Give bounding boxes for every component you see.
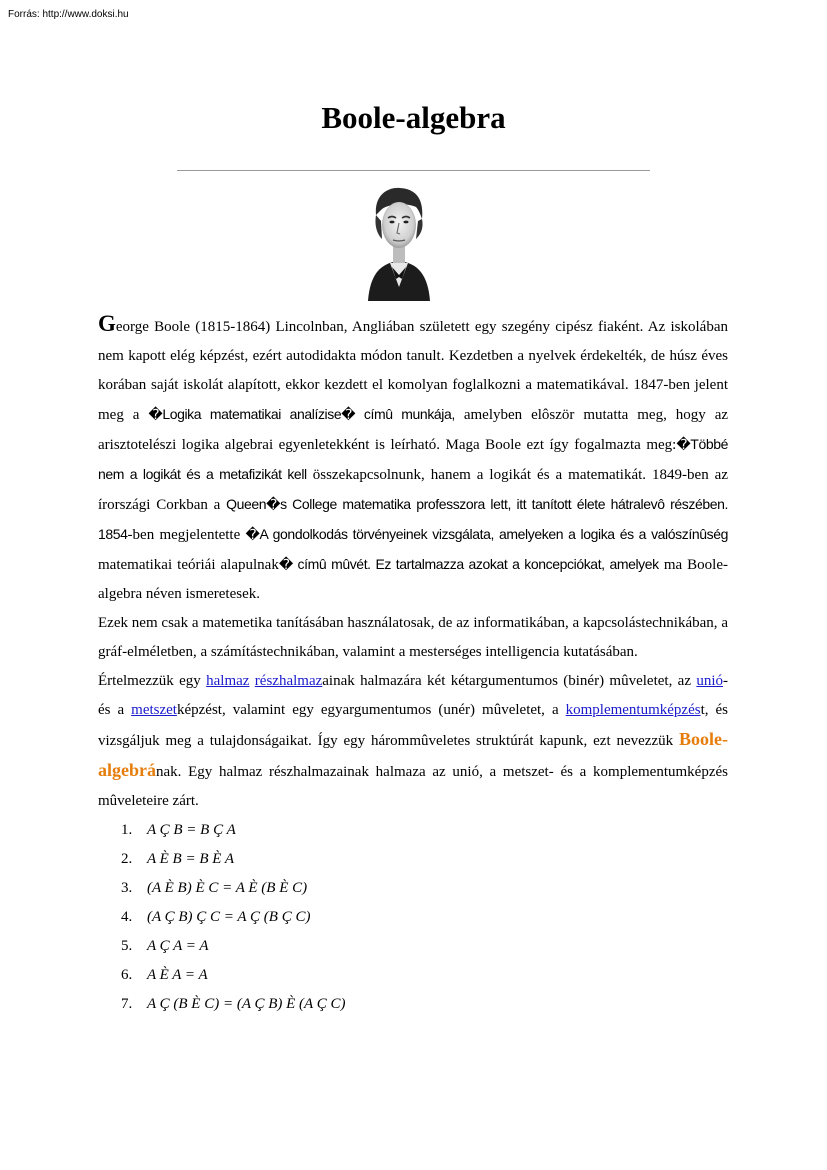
applications-paragraph: Ezek nem csak a matemetika tanításában használatosak, de az informatikában, a kapcsolástechnikában, a gráf-elméletben, a számítástechnikában, valamint a mesterséges intelligencia kutatásában. xyxy=(98,615,728,660)
source-attribution: Forrás: http://www.doksi.hu xyxy=(8,9,129,20)
law-number: 7. xyxy=(121,996,133,1012)
law-number: 1. xyxy=(121,822,133,838)
intro-text-9: matematikai teóriái alapulnak xyxy=(98,557,279,573)
law-number: 3. xyxy=(121,880,133,896)
law-formula: (A È B) È C = A È (B È C) xyxy=(147,880,308,896)
portrait-image xyxy=(362,183,436,301)
intro-text-8: �A gondolkodás törvényeinek vizsgálata, amelyeken a logika és a valószínûség xyxy=(245,526,728,542)
metszet-link[interactable]: metszet xyxy=(131,702,177,718)
definition-text-7: nak. Egy halmaz részhalmazainak halmaza az unió, a metszet- és a komplementumképzés mûveleteire zárt. xyxy=(98,764,728,809)
list-item xyxy=(98,961,728,990)
law-formula: A È A = A xyxy=(147,967,208,983)
title-divider xyxy=(177,170,650,171)
reszhalmaz-link[interactable]: részhalmaz xyxy=(254,673,323,689)
intro-text-7: -ben megjelentette xyxy=(127,527,246,543)
law-number: 5. xyxy=(121,938,133,954)
law-formula: A Ç A = A xyxy=(147,938,209,954)
intro-text-10: � címû mûvét. Ez tartalmazza azokat a koncepciókat, amelyek xyxy=(278,556,659,572)
article-body xyxy=(98,309,728,1019)
halmaz-link[interactable]: halmaz xyxy=(206,673,250,689)
law-formula: A Ç B = B Ç A xyxy=(147,822,236,838)
definition-text-1: Értelmezzük egy xyxy=(98,673,207,689)
page-title: Boole-algebra xyxy=(321,100,506,135)
intro-text-1: eorge Boole (1815-1864) Lincolnban, Angliában született egy szegény cipész fiaként. Az iskolában nem kapott elég képzést, ezért autodidakta módon tanult. Kezdetben a nyelvek érdekelték, de húsz éves korában saját iskolát alapított, ekkor kezdett el komolyan foglalkozni a matematikával. 1847-ben jelent meg a xyxy=(98,319,728,423)
intro-text-5: összekapcsolnunk, hanem a logikát és a matematikát. 1849-ben az írországi Corkban a xyxy=(98,467,728,513)
definition-paragraph xyxy=(98,667,728,816)
boole-algebra-highlight: Boole-algebrá xyxy=(98,729,728,780)
law-formula: A Ç (B È C) = (A Ç B) È (A Ç C) xyxy=(147,996,346,1012)
intro-text-11: ma Boole-algebra néven ismeretesek. xyxy=(98,557,728,602)
komplementum-link[interactable]: komplementumképzés xyxy=(565,702,701,718)
definition-text-5: képzést, valamint egy egyargumentumos (unér) mûveletet, a xyxy=(176,702,566,718)
list-item xyxy=(98,845,728,874)
list-item xyxy=(98,874,728,903)
intro-paragraph xyxy=(98,309,728,609)
law-number: 4. xyxy=(121,909,133,925)
definition-text-3: ainak halmazára két kétargumentumos (binér) mûveletet, az xyxy=(322,673,697,689)
intro-text-3: amelyben elôször mutatta meg, hogy az arisztotelészi logika algebrai egyenletekként is leírható. Maga Boole ezt így fogalmazta meg: xyxy=(98,407,729,453)
law-number: 2. xyxy=(121,851,133,867)
definition-text-4: - és a xyxy=(98,673,728,718)
unio-link[interactable]: unió xyxy=(696,673,723,689)
law-formula: (A Ç B) Ç C = A Ç (B Ç C) xyxy=(147,909,311,925)
intro-text-6: Queen�s College matematika professzora lett, itt tanított élete hátralevô részében. 1854 xyxy=(98,496,729,542)
list-item xyxy=(98,990,728,1019)
definition-text-6: t, és vizsgáljuk meg a tulajdonságaikat. Így egy hárommûveletes struktúrát kapunk, ezt nevezzük xyxy=(98,702,728,749)
law-number: 6. xyxy=(121,967,133,983)
list-item xyxy=(98,903,728,932)
law-formula: A È B = B È A xyxy=(147,851,235,867)
drop-cap: G xyxy=(98,311,116,336)
laws-list xyxy=(98,816,728,1019)
intro-text-2: �Logika matematikai analízise� címû munkája, xyxy=(148,406,455,422)
list-item xyxy=(98,932,728,961)
list-item xyxy=(98,816,728,845)
intro-text-4: �Többé nem a logikát és a metafizikát kell xyxy=(98,436,728,482)
